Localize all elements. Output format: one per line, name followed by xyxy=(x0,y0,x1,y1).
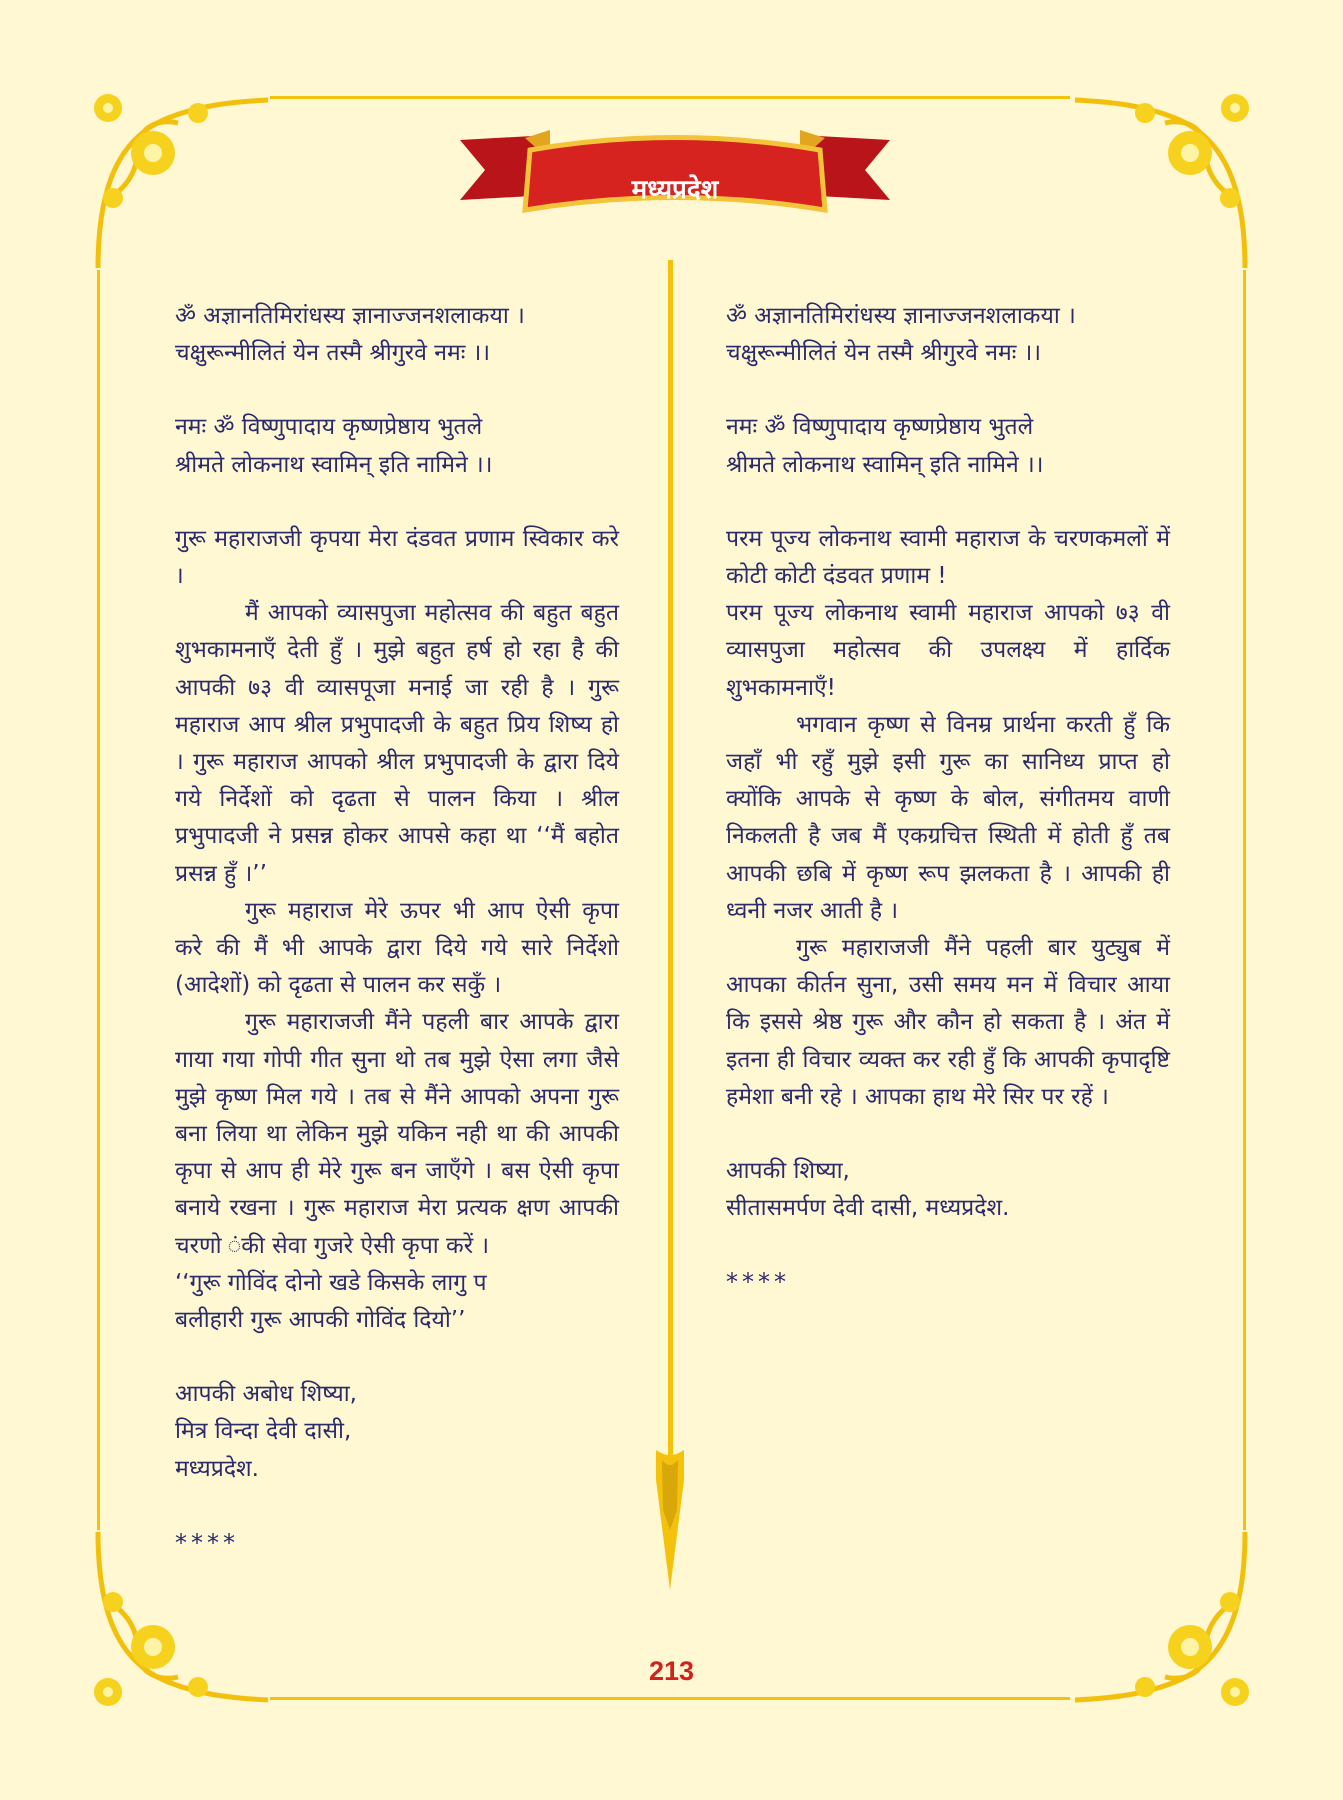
paragraph: परम पूज्य लोकनाथ स्वामी महाराज के चरणकमलों में कोटी कोटी दंडवत प्रणाम ! xyxy=(726,525,1170,590)
page-number: 213 xyxy=(648,1656,695,1686)
corner-ornament-top-right xyxy=(1065,78,1265,278)
column-divider xyxy=(650,260,690,1590)
separator-stars: **** xyxy=(726,1268,790,1297)
quote-line: बलीहारी गुरू आपकी गोविंद दियो’’ xyxy=(175,1307,466,1334)
mantra-line: नमः ॐ विष्णुपादाय कृष्णप्रेष्ठाय भुतले xyxy=(175,414,483,441)
paragraph: गुरू महाराजजी मैंने पहली बार युट्युब में आपका कीर्तन सुना, उसी समय मन में विचार आया कि इससे श्रेष्ठ गुरू और कौन हो सकता है । अंत में इतना ही विचार व्यक्त कर रही हुँ कि आपकी कृपादृष्टि हमेशा बनी रहे । आपका हाथ मेरे सिर पर रहें । xyxy=(726,935,1170,1110)
signature-line: मित्र विन्दा देवी दासी, xyxy=(175,1418,352,1445)
page-title: मध्यप्रदेश xyxy=(631,175,719,205)
signature-line: सीतासमर्पण देवी दासी, मध्यप्रदेश. xyxy=(726,1195,1010,1222)
right-column xyxy=(726,298,1170,1302)
paragraph: गुरू महाराजजी मैंने पहली बार आपके द्वारा गाया गया गोपी गीत सुना थो तब मुझे ऐसा लगा जैसे मुझे कृष्ण मिल गये । तब से मैंने आपको अपना गुरू बना लिया था लेकिन मुझे यकिन नही था की आपकी कृपा से आप ही मेरे गुरू बन जाएँगे । बस ऐसी कृपा बनाये रखना । गुरू महाराज मेरा प्रत्यक क्षण आपकी चरणो ंकी सेवा गुजरे ऐसी कृपा करें । xyxy=(175,1009,619,1259)
signature-line: आपकी अबोध शिष्या, xyxy=(175,1381,357,1408)
frame-line-top xyxy=(270,96,1070,99)
signature-line: आपकी शिष्या, xyxy=(726,1158,850,1185)
frame-line-right xyxy=(1243,270,1246,1530)
mantra-line: चक्षुरून्मीलितं येन तस्मै श्रीगुरवे नमः ।। xyxy=(175,340,491,367)
mantra-line: श्रीमते लोकनाथ स्वामिन् इति नामिने ।। xyxy=(726,451,1044,478)
separator-stars: **** xyxy=(175,1528,239,1557)
quote-line: ‘‘गुरू गोविंद दोनो खडे किसके लागु प xyxy=(175,1269,487,1296)
paragraph: परम पूज्य लोकनाथ स्वामी महाराज आपको ७३ वी व्यासपुजा महोत्सव की उपलक्ष्य में हार्दिक शुभकामनाएँ! xyxy=(726,600,1170,701)
paragraph: भगवान कृष्ण से विनम्र प्रार्थना करती हुँ कि जहाँ भी रहुँ मुझे इसी गुरू का सानिध्य प्राप्त हो क्योंकि आपके से कृष्ण के बोल, संगीतमय वाणी निकलती है जब मैं एकग्रचित्त स्थिती में होती हुँ तब आपकी छबि में कृष्ण रूप झलकता है । आपकी ही ध्वनी नजर आती है । xyxy=(726,711,1170,924)
mantra-line: ॐ अज्ञानतिमिरांधस्य ज्ञानाज्जनशलाकया । xyxy=(726,303,1076,329)
mantra-line: श्रीमते लोकनाथ स्वामिन् इति नामिने ।। xyxy=(175,451,493,478)
signature-line: मध्यप्रदेश. xyxy=(175,1455,259,1482)
mantra-line: चक्षुरून्मीलितं येन तस्मै श्रीगुरवे नमः ।। xyxy=(726,340,1042,367)
paragraph: मैं आपको व्यासपुजा महोत्सव की बहुत बहुत शुभकामनाएँ देती हुँ । मुझे बहुत हर्ष हो रहा है की आपकी ७३ वी व्यासपूजा मनाई जा रही है । गुरू महाराज आप श्रील प्रभुपादजी के बहुत प्रिय शिष्य हो । गुरू महाराज आपको श्रील प्रभुपादजी के द्वारा दिये गये निर्देशों को दृढता से पालन किया । श्रील प्रभुपादजी ने प्रसन्न होकर आपसे कहा था ‘‘मैं बहोत प्रसन्न हुँ ।’’ xyxy=(175,600,619,887)
left-column xyxy=(175,298,619,1562)
mantra-line: नमः ॐ विष्णुपादाय कृष्णप्रेष्ठाय भुतले xyxy=(726,414,1034,441)
corner-ornament-bottom-right xyxy=(1065,1522,1265,1722)
frame-line-left xyxy=(97,270,100,1530)
paragraph: गुरू महाराजजी कृपया मेरा दंडवत प्रणाम स्विकार करे । xyxy=(175,525,619,590)
frame-line-bottom xyxy=(270,1697,1070,1700)
paragraph: गुरू महाराज मेरे ऊपर भी आप ऐसी कृपा करे की मैं भी आपके द्वारा दिये गये सारे निर्देशो (आदेशों) को दृढता से पालन कर सकुँ । xyxy=(175,897,619,999)
corner-ornament-top-left xyxy=(78,78,278,278)
mantra-line: ॐ अज्ञानतिमिरांधस्य ज्ञानाज्जनशलाकया । xyxy=(175,303,525,329)
